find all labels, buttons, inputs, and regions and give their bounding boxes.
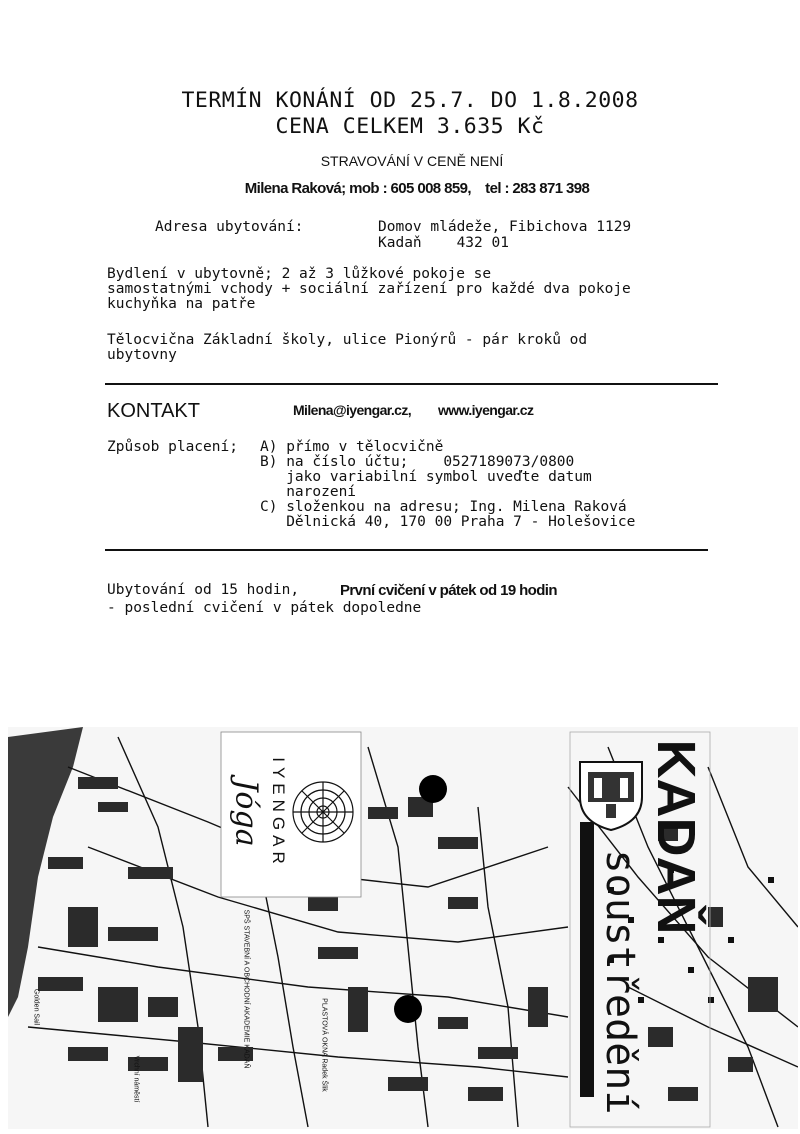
divider [105, 549, 708, 551]
map-label: SPŠ STAVEBNÍ A OBCHODNÍ AKADEMIE KADAŇ [242, 909, 250, 1069]
accommodation-address-2: Kadaň 432 01 [378, 235, 509, 251]
logo-script: Jóga [228, 779, 264, 847]
payment-line: jako variabilní symbol uveďte datum [260, 469, 592, 485]
gym-line: ubytovny [107, 347, 177, 363]
contact-email[interactable]: Milena@iyengar.cz, [293, 402, 412, 418]
payment-line: C) složenkou na adresu; Ing. Milena Raková [260, 499, 627, 515]
logo-text: IYENGAR [269, 757, 288, 869]
accommodation-address-1: Domov mládeže, Fibichova 1129 [378, 219, 632, 235]
price-title: CENA CELKEM 3.635 Kč [275, 114, 545, 139]
payment-options [260, 440, 635, 530]
organizer-contact: Milena Raková; mob : 605 008 859, tel : 283 871 398 [244, 180, 590, 197]
payment-line: A) přímo v tělocvičně [260, 439, 444, 455]
first-session-note: První cvičení v pátek od 19 hodin [340, 582, 557, 599]
contact-website[interactable]: www.iyengar.cz [438, 402, 534, 418]
lotus-icon [293, 782, 353, 842]
housing-line: Bydlení v ubytovně; 2 až 3 lůžkové pokoje se [107, 266, 492, 282]
logo [228, 755, 296, 875]
catering-note: STRAVOVÁNÍ V CENĚ NENÍ [320, 153, 504, 169]
accommodation-label: Adresa ubytování: [155, 219, 304, 235]
gym-line: Tělocvična Základní školy, ulice Pionýrů - pár kroků od [107, 332, 588, 348]
housing-line: samostatnými vchody + sociální zařízení pro každé dva pokoje [107, 281, 631, 297]
location-marker-gym [394, 995, 422, 1023]
town-title: KADAŇ [646, 739, 706, 935]
payment-label: Způsob placení; [107, 439, 238, 455]
payment-line: narození [260, 484, 357, 500]
term-title: TERMÍN KONÁNÍ OD 25.7. DO 1.8.2008 [181, 88, 639, 113]
housing-description [107, 267, 631, 312]
town-map [8, 727, 798, 1129]
map-label: Vrchní náměstí [132, 1055, 140, 1103]
title-bar [580, 822, 594, 1097]
contact-heading: KONTAKT [107, 400, 200, 422]
gym-description [107, 333, 587, 363]
map-label: Golden Sail [32, 988, 40, 1026]
housing-line: kuchyňka na patře [107, 296, 256, 312]
divider [105, 383, 718, 385]
payment-line: Dělnická 40, 170 00 Praha 7 - Holešovice [260, 514, 636, 530]
payment-line: B) na číslo účtu; 0527189073/0800 [260, 454, 575, 470]
event-title: soustředění [597, 849, 643, 1115]
location-marker-accommodation [419, 775, 447, 803]
last-session-note: - poslední cvičení v pátek dopoledne [107, 600, 422, 616]
map-label: PLASTOVÁ OKNA Radek Šlik [320, 998, 328, 1092]
check-in-note: Ubytování od 15 hodin, [107, 582, 300, 598]
coat-of-arms-icon [580, 762, 642, 830]
